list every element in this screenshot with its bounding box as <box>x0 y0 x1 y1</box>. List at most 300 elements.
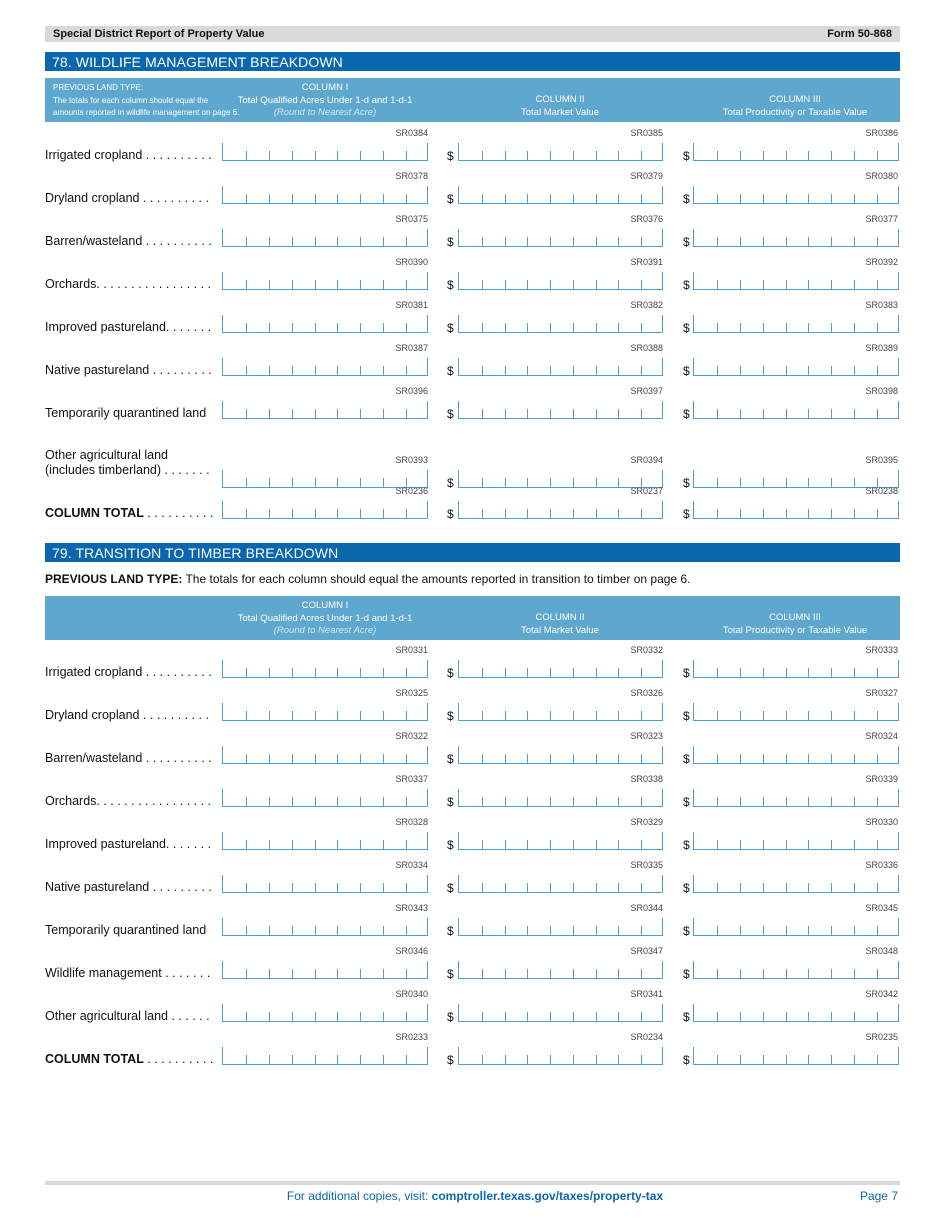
digit-divider <box>383 883 384 892</box>
digit-divider <box>596 366 597 375</box>
digit-divider <box>717 478 718 487</box>
market-value-input[interactable] <box>458 832 663 850</box>
digit-divider <box>854 323 855 332</box>
digit-divider <box>596 237 597 246</box>
digit-divider <box>808 478 809 487</box>
digit-divider <box>527 194 528 203</box>
field-code: SR0383 <box>865 300 898 310</box>
digit-divider <box>406 509 407 518</box>
digit-divider <box>763 194 764 203</box>
acres-input[interactable] <box>222 961 428 979</box>
digit-divider <box>831 194 832 203</box>
dollar-sign: $ <box>447 795 454 809</box>
digit-divider <box>831 883 832 892</box>
row-label-dots: . . . . . . . . . . <box>143 1052 214 1066</box>
dollar-sign: $ <box>447 838 454 852</box>
dollar-sign: $ <box>683 838 690 852</box>
column-1-title: COLUMN I <box>301 600 349 611</box>
row-label-text: Native pastureland . . . . . . . . . <box>45 880 212 894</box>
column-1-title: COLUMN I <box>301 82 349 93</box>
market-value-input[interactable] <box>458 315 663 333</box>
digit-divider <box>383 1055 384 1064</box>
acres-input[interactable] <box>222 401 428 419</box>
digit-divider <box>641 754 642 763</box>
digit-divider <box>808 194 809 203</box>
column-1-header <box>225 82 425 120</box>
digit-divider <box>808 754 809 763</box>
market-value-input[interactable] <box>458 961 663 979</box>
digit-divider <box>740 237 741 246</box>
field-code: SR0378 <box>395 171 428 181</box>
market-value-input[interactable] <box>458 186 663 204</box>
digit-divider <box>246 754 247 763</box>
digit-divider <box>808 280 809 289</box>
digit-divider <box>717 1012 718 1021</box>
prev-note-line: The totals for each column should equal the <box>53 95 209 105</box>
digit-divider <box>360 280 361 289</box>
digit-divider <box>482 280 483 289</box>
field-code: SR0379 <box>630 171 663 181</box>
market-value-input[interactable] <box>458 875 663 893</box>
row-label-text: Barren/wasteland . . . . . . . . . . <box>45 234 212 248</box>
digit-divider <box>618 797 619 806</box>
digit-divider <box>573 1055 574 1064</box>
digit-divider <box>641 926 642 935</box>
market-value-input[interactable] <box>458 789 663 807</box>
digit-divider <box>505 478 506 487</box>
productivity-value-input[interactable] <box>693 875 899 893</box>
digit-divider <box>527 969 528 978</box>
field-code: SR0322 <box>395 731 428 741</box>
field-code: SR0389 <box>865 343 898 353</box>
digit-divider <box>740 969 741 978</box>
dollar-sign: $ <box>683 924 690 938</box>
digit-divider <box>854 1012 855 1021</box>
field-code: SR0342 <box>865 989 898 999</box>
digit-divider <box>292 926 293 935</box>
digit-divider <box>808 151 809 160</box>
market-value-input[interactable] <box>458 746 663 764</box>
digit-divider <box>383 194 384 203</box>
market-value-input[interactable] <box>458 229 663 247</box>
field-code: SR0324 <box>865 731 898 741</box>
digit-divider <box>315 151 316 160</box>
productivity-value-input[interactable] <box>693 1004 899 1022</box>
row-label <box>45 966 210 981</box>
digit-divider <box>383 151 384 160</box>
digit-divider <box>740 409 741 418</box>
digit-divider <box>740 797 741 806</box>
productivity-value-input[interactable] <box>693 746 899 764</box>
field-code: SR0382 <box>630 300 663 310</box>
digit-divider <box>717 883 718 892</box>
digit-divider <box>717 366 718 375</box>
digit-divider <box>360 926 361 935</box>
digit-divider <box>482 366 483 375</box>
digit-divider <box>618 1012 619 1021</box>
field-code: SR0390 <box>395 257 428 267</box>
prev-note-line: PREVIOUS LAND TYPE: <box>53 83 144 92</box>
digit-divider <box>337 509 338 518</box>
market-value-input[interactable] <box>458 703 663 721</box>
acres-input[interactable] <box>222 918 428 936</box>
digit-divider <box>641 797 642 806</box>
acres-input[interactable] <box>222 1004 428 1022</box>
digit-divider <box>406 151 407 160</box>
market-value-input[interactable] <box>458 501 663 519</box>
digit-divider <box>550 323 551 332</box>
field-code: SR0348 <box>865 946 898 956</box>
productivity-value-input[interactable] <box>693 229 899 247</box>
digit-divider <box>292 711 293 720</box>
acres-input[interactable] <box>222 501 428 519</box>
acres-input[interactable] <box>222 875 428 893</box>
digit-divider <box>854 926 855 935</box>
digit-divider <box>482 754 483 763</box>
digit-divider <box>269 711 270 720</box>
field-code: SR0396 <box>395 386 428 396</box>
digit-divider <box>246 840 247 849</box>
digit-divider <box>618 509 619 518</box>
digit-divider <box>786 409 787 418</box>
field-code: SR0337 <box>395 774 428 784</box>
dollar-sign: $ <box>683 321 690 335</box>
field-code: SR0323 <box>630 731 663 741</box>
form-header-bar <box>45 26 900 42</box>
digit-divider <box>315 883 316 892</box>
digit-divider <box>406 194 407 203</box>
row-label-text: Irrigated cropland . . . . . . . . . . <box>45 148 212 162</box>
productivity-value-input[interactable] <box>693 660 899 678</box>
digit-divider <box>315 280 316 289</box>
digit-divider <box>596 194 597 203</box>
digit-divider <box>854 754 855 763</box>
digit-divider <box>269 194 270 203</box>
digit-divider <box>808 237 809 246</box>
digit-divider <box>482 797 483 806</box>
market-value-input[interactable] <box>458 272 663 290</box>
digit-divider <box>877 366 878 375</box>
digit-divider <box>269 797 270 806</box>
digit-divider <box>717 509 718 518</box>
digit-divider <box>269 237 270 246</box>
digit-divider <box>383 969 384 978</box>
digit-divider <box>596 711 597 720</box>
digit-divider <box>337 711 338 720</box>
dollar-sign: $ <box>683 795 690 809</box>
productivity-value-input[interactable] <box>693 272 899 290</box>
digit-divider <box>482 1012 483 1021</box>
acres-input[interactable] <box>222 143 428 161</box>
dollar-sign: $ <box>447 235 454 249</box>
productivity-value-input[interactable] <box>693 961 899 979</box>
digit-divider <box>831 237 832 246</box>
digit-divider <box>550 969 551 978</box>
productivity-value-input[interactable] <box>693 1047 899 1065</box>
productivity-value-input[interactable] <box>693 186 899 204</box>
productivity-value-input[interactable] <box>693 315 899 333</box>
digit-divider <box>315 237 316 246</box>
digit-divider <box>337 366 338 375</box>
digit-divider <box>505 509 506 518</box>
digit-divider <box>360 840 361 849</box>
digit-divider <box>315 509 316 518</box>
digit-divider <box>786 1055 787 1064</box>
digit-divider <box>641 1012 642 1021</box>
column-3-subtitle: Total Productivity or Taxable Value <box>722 624 868 636</box>
digit-divider <box>505 668 506 677</box>
digit-divider <box>763 969 764 978</box>
digit-divider <box>717 969 718 978</box>
digit-divider <box>717 797 718 806</box>
digit-divider <box>292 478 293 487</box>
digit-divider <box>763 797 764 806</box>
digit-divider <box>337 668 338 677</box>
digit-divider <box>550 280 551 289</box>
digit-divider <box>573 478 574 487</box>
digit-divider <box>505 1012 506 1021</box>
digit-divider <box>854 883 855 892</box>
digit-divider <box>618 280 619 289</box>
digit-divider <box>877 237 878 246</box>
digit-divider <box>740 754 741 763</box>
acres-input[interactable] <box>222 358 428 376</box>
acres-input[interactable] <box>222 789 428 807</box>
footer-divider <box>45 1181 900 1185</box>
digit-divider <box>292 237 293 246</box>
productivity-value-input[interactable] <box>693 401 899 419</box>
column-3-header <box>695 612 895 637</box>
digit-divider <box>482 668 483 677</box>
digit-divider <box>808 1012 809 1021</box>
digit-divider <box>831 366 832 375</box>
digit-divider <box>527 797 528 806</box>
row-label <box>45 1009 210 1024</box>
digit-divider <box>618 840 619 849</box>
digit-divider <box>337 478 338 487</box>
digit-divider <box>763 366 764 375</box>
digit-divider <box>505 280 506 289</box>
digit-divider <box>383 840 384 849</box>
productivity-value-input[interactable] <box>693 832 899 850</box>
digit-divider <box>596 668 597 677</box>
market-value-input[interactable] <box>458 358 663 376</box>
column-1-subtitle: Total Qualified Acres Under 1-d and 1-d-1 <box>237 94 413 106</box>
digit-divider <box>763 409 764 418</box>
dollar-sign: $ <box>447 278 454 292</box>
digit-divider <box>383 323 384 332</box>
digit-divider <box>618 711 619 720</box>
digit-divider <box>406 237 407 246</box>
digit-divider <box>292 754 293 763</box>
digit-divider <box>406 797 407 806</box>
row-label <box>45 406 206 421</box>
digit-divider <box>808 797 809 806</box>
row-label-text: Temporarily quarantined land <box>45 923 207 937</box>
digit-divider <box>641 280 642 289</box>
dollar-sign: $ <box>447 507 454 521</box>
productivity-value-input[interactable] <box>693 501 899 519</box>
digit-divider <box>740 883 741 892</box>
field-code: SR0237 <box>630 486 663 496</box>
acres-input[interactable] <box>222 229 428 247</box>
footer-link[interactable]: comptroller.texas.gov/taxes/property-tax <box>431 1189 664 1203</box>
field-code: SR0376 <box>630 214 663 224</box>
digit-divider <box>596 409 597 418</box>
acres-input[interactable] <box>222 1047 428 1065</box>
digit-divider <box>618 883 619 892</box>
dollar-sign: $ <box>683 149 690 163</box>
field-code: SR0380 <box>865 171 898 181</box>
market-value-input[interactable] <box>458 1047 663 1065</box>
market-value-input[interactable] <box>458 1004 663 1022</box>
field-code: SR0235 <box>865 1032 898 1042</box>
digit-divider <box>482 1055 483 1064</box>
digit-divider <box>550 711 551 720</box>
column-1-subtitle: Total Qualified Acres Under 1-d and 1-d-1 <box>237 612 413 624</box>
digit-divider <box>740 1012 741 1021</box>
digit-divider <box>618 754 619 763</box>
digit-divider <box>831 323 832 332</box>
digit-divider <box>618 151 619 160</box>
digit-divider <box>763 711 764 720</box>
digit-divider <box>527 409 528 418</box>
digit-divider <box>831 711 832 720</box>
digit-divider <box>550 926 551 935</box>
digit-divider <box>877 151 878 160</box>
productivity-value-input[interactable] <box>693 143 899 161</box>
column-2-header <box>460 612 660 637</box>
acres-input[interactable] <box>222 272 428 290</box>
row-label <box>45 837 211 852</box>
digit-divider <box>573 509 574 518</box>
digit-divider <box>315 194 316 203</box>
digit-divider <box>717 754 718 763</box>
digit-divider <box>596 840 597 849</box>
productivity-value-input[interactable] <box>693 358 899 376</box>
digit-divider <box>292 366 293 375</box>
digit-divider <box>877 323 878 332</box>
field-code: SR0325 <box>395 688 428 698</box>
digit-divider <box>641 409 642 418</box>
digit-divider <box>618 366 619 375</box>
digit-divider <box>831 409 832 418</box>
digit-divider <box>763 926 764 935</box>
digit-divider <box>482 323 483 332</box>
field-code: SR0334 <box>395 860 428 870</box>
dollar-sign: $ <box>683 666 690 680</box>
market-value-input[interactable] <box>458 660 663 678</box>
digit-divider <box>763 478 764 487</box>
digit-divider <box>550 840 551 849</box>
field-code: SR0238 <box>865 486 898 496</box>
digit-divider <box>505 237 506 246</box>
row-label-text: Wildlife management . . . . . . . <box>45 966 211 980</box>
digit-divider <box>550 366 551 375</box>
digit-divider <box>596 280 597 289</box>
acres-input[interactable] <box>222 186 428 204</box>
digit-divider <box>337 969 338 978</box>
digit-divider <box>877 280 878 289</box>
dollar-sign: $ <box>683 967 690 981</box>
digit-divider <box>573 711 574 720</box>
field-code: SR0398 <box>865 386 898 396</box>
digit-divider <box>786 840 787 849</box>
productivity-value-input[interactable] <box>693 918 899 936</box>
digit-divider <box>406 409 407 418</box>
digit-divider <box>573 237 574 246</box>
digit-divider <box>786 478 787 487</box>
digit-divider <box>482 509 483 518</box>
digit-divider <box>292 1055 293 1064</box>
digit-divider <box>527 151 528 160</box>
dollar-sign: $ <box>683 192 690 206</box>
field-code: SR0385 <box>630 128 663 138</box>
field-code: SR0388 <box>630 343 663 353</box>
digit-divider <box>808 409 809 418</box>
digit-divider <box>877 754 878 763</box>
market-value-input[interactable] <box>458 401 663 419</box>
digit-divider <box>315 1055 316 1064</box>
digit-divider <box>482 840 483 849</box>
digit-divider <box>383 237 384 246</box>
digit-divider <box>246 969 247 978</box>
column-2-title: COLUMN II <box>535 94 585 105</box>
market-value-input[interactable] <box>458 143 663 161</box>
digit-divider <box>337 1012 338 1021</box>
digit-divider <box>596 1055 597 1064</box>
acres-input[interactable] <box>222 746 428 764</box>
field-code: SR0340 <box>395 989 428 999</box>
field-code: SR0330 <box>865 817 898 827</box>
digit-divider <box>337 323 338 332</box>
productivity-value-input[interactable] <box>693 703 899 721</box>
digit-divider <box>596 969 597 978</box>
productivity-value-input[interactable] <box>693 789 899 807</box>
digit-divider <box>337 280 338 289</box>
row-label <box>45 794 211 809</box>
column-3-title: COLUMN III <box>769 612 821 623</box>
digit-divider <box>406 883 407 892</box>
acres-input[interactable] <box>222 832 428 850</box>
digit-divider <box>786 509 787 518</box>
digit-divider <box>269 926 270 935</box>
digit-divider <box>482 237 483 246</box>
digit-divider <box>505 797 506 806</box>
field-code: SR0341 <box>630 989 663 999</box>
digit-divider <box>246 1055 247 1064</box>
digit-divider <box>877 969 878 978</box>
acres-input[interactable] <box>222 660 428 678</box>
digit-divider <box>831 840 832 849</box>
market-value-input[interactable] <box>458 918 663 936</box>
row-label <box>45 234 212 249</box>
digit-divider <box>808 926 809 935</box>
digit-divider <box>505 151 506 160</box>
dollar-sign: $ <box>447 364 454 378</box>
digit-divider <box>786 151 787 160</box>
row-label-text: Dryland cropland . . . . . . . . . . <box>45 708 209 722</box>
digit-divider <box>573 668 574 677</box>
acres-input[interactable] <box>222 703 428 721</box>
digit-divider <box>337 883 338 892</box>
digit-divider <box>246 151 247 160</box>
digit-divider <box>292 969 293 978</box>
digit-divider <box>717 237 718 246</box>
acres-input[interactable] <box>222 315 428 333</box>
digit-divider <box>717 323 718 332</box>
digit-divider <box>717 711 718 720</box>
